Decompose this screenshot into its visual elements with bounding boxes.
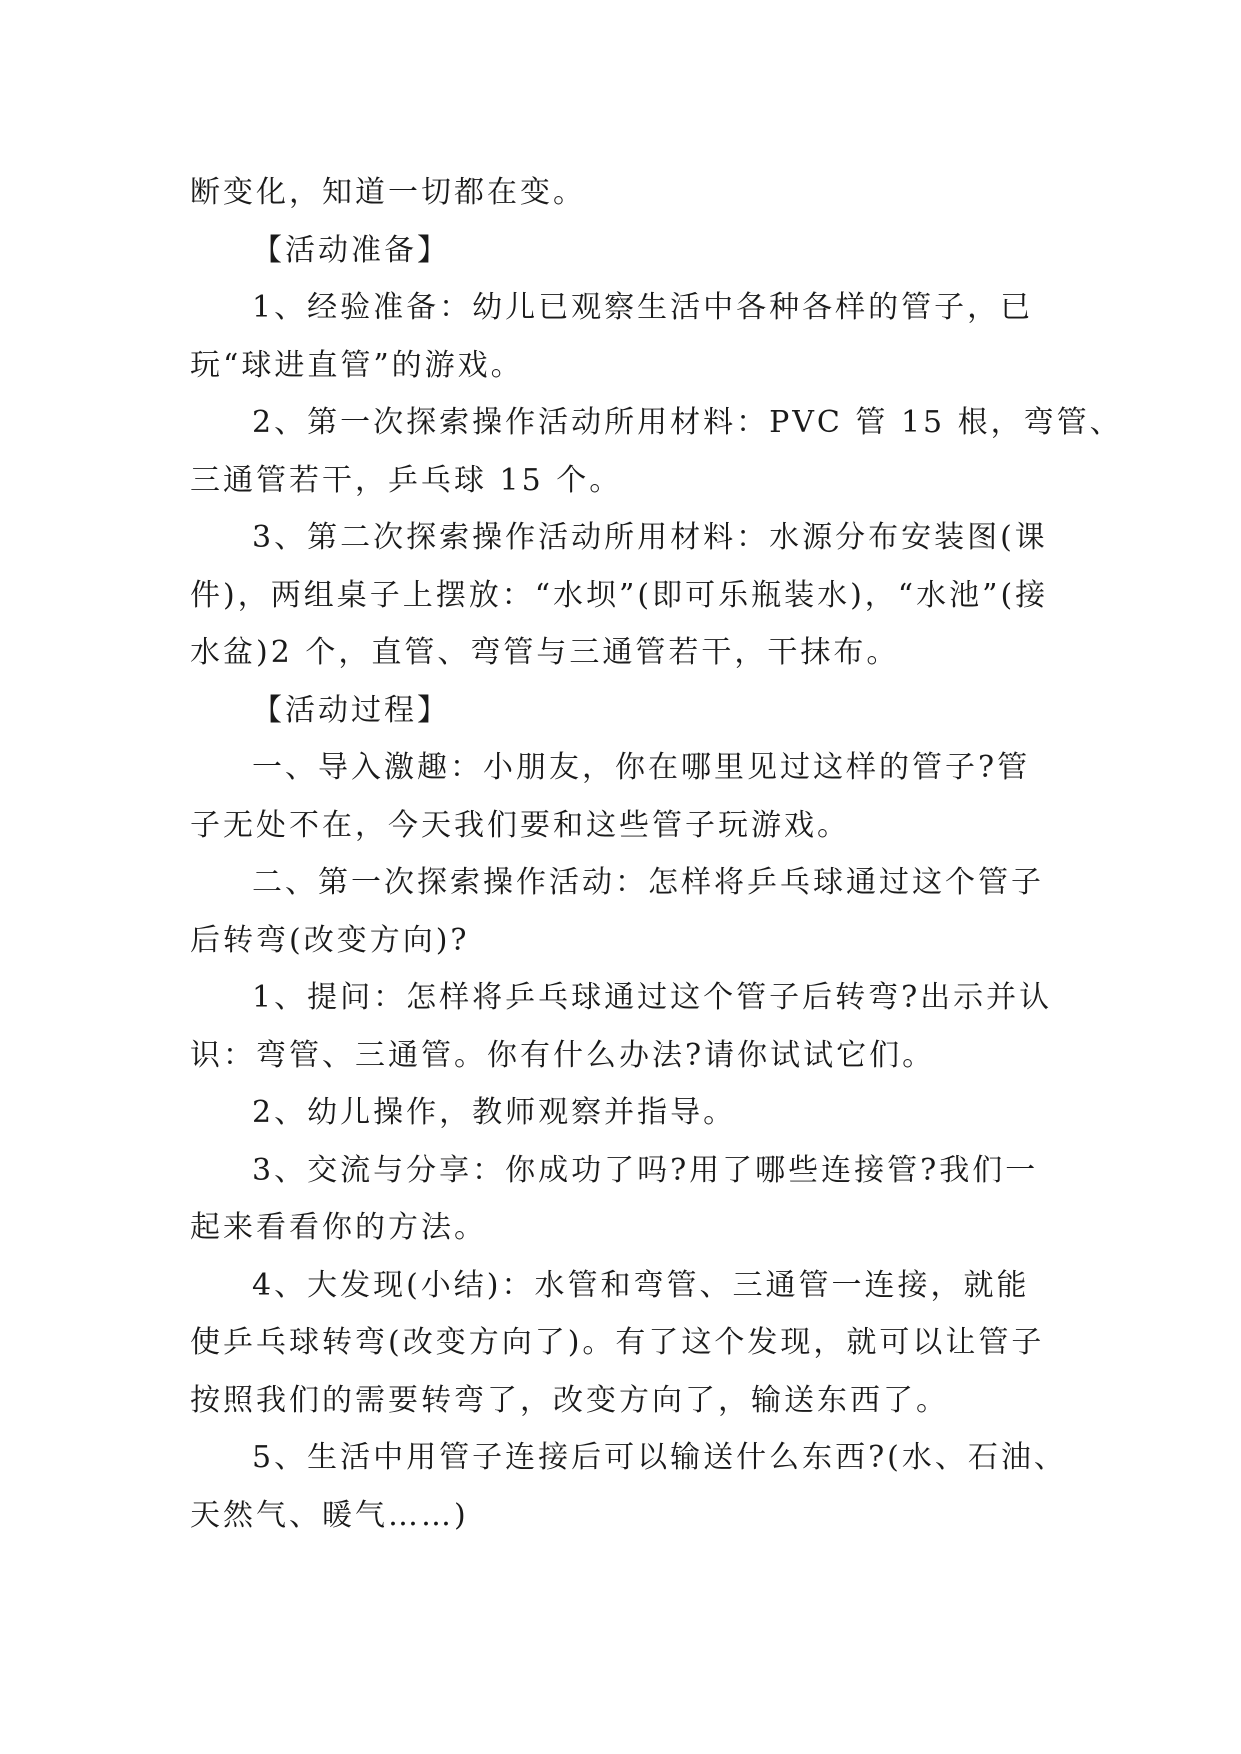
body-text-line: 5、生活中用管子连接后可以输送什么东西?(水、石油、 (252, 1440, 1067, 1475)
body-text-line: 玩“球进直管”的游戏。 (190, 347, 524, 383)
body-text-line: 3、第二次探索操作活动所用材料：水源分布安装图(课 (252, 520, 1048, 555)
body-text-line: 二、第一次探索操作活动：怎样将乒乓球通过这个管子 (252, 865, 1044, 900)
body-text-line: 断变化，知道一切都在变。 (190, 175, 586, 210)
section-heading-process: 【活动过程】 (252, 692, 450, 728)
body-text-line: 3、交流与分享：你成功了吗?用了哪些连接管?我们一 (252, 1152, 1039, 1188)
body-text-line: 水盆)2 个，直管、弯管与三通管若干，干抹布。 (190, 635, 900, 670)
body-text-line: 识：弯管、三通管。你有什么办法?请你试试它们。 (190, 1037, 936, 1073)
body-text-line: 2、幼儿操作，教师观察并指导。 (252, 1095, 737, 1130)
body-text-line: 件)，两组桌子上摆放：“水坝”(即可乐瓶装水)，“水池”(接 (190, 577, 1049, 613)
section-heading-preparation: 【活动准备】 (252, 232, 450, 268)
body-text-line: 2、第一次探索操作活动所用材料：PVC 管 15 根，弯管、 (252, 405, 1123, 440)
body-text-line: 4、大发现(小结)：水管和弯管、三通管一连接，就能 (252, 1267, 1030, 1303)
body-text-line: 1、经验准备：幼儿已观察生活中各种各样的管子，已 (252, 290, 1034, 325)
body-text-line: 按照我们的需要转弯了，改变方向了，输送东西了。 (190, 1382, 949, 1418)
body-text-line: 后转弯(改变方向)? (190, 922, 470, 958)
body-text-line: 三通管若干，乒乓球 15 个。 (190, 462, 623, 498)
body-text-line: 一、导入激趣：小朋友，你在哪里见过这样的管子?管 (252, 750, 1031, 785)
body-text-line: 天然气、暖气……) (190, 1497, 469, 1533)
body-text-line: 子无处不在，今天我们要和这些管子玩游戏。 (190, 807, 850, 843)
body-text-line: 起来看看你的方法。 (190, 1210, 487, 1245)
body-text-line: 1、提问：怎样将乒乓球通过这个管子后转弯?出示并认 (252, 980, 1053, 1015)
document-body (190, 164, 1123, 1544)
body-text-line: 使乒乓球转弯(改变方向了)。有了这个发现，就可以让管子 (190, 1325, 1045, 1360)
